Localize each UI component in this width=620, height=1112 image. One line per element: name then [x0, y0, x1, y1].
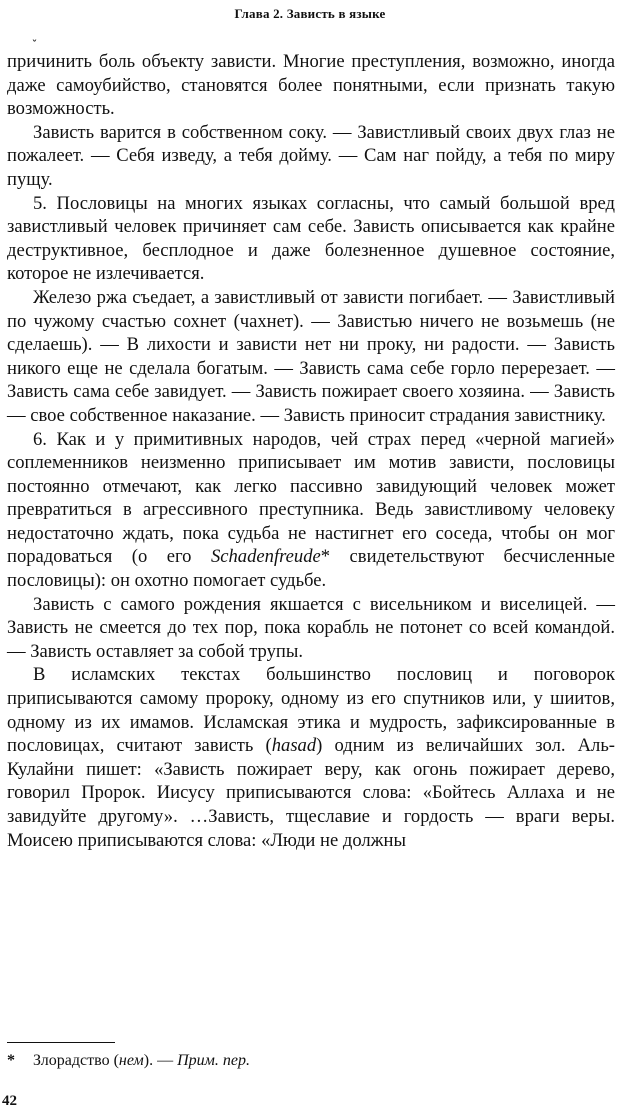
- footnote-text-before: Злорадство (: [33, 1052, 119, 1069]
- paragraph: [7, 428, 615, 593]
- paragraph-italic-run: Schadenfreude: [210, 546, 321, 568]
- paragraph: [7, 593, 615, 664]
- paragraph-text-run: Железо ржа съедает, а завистливый от зависти погибает. — Завистливый по чужому счастью сохнет (чахнет). — Завистью ничего не возьмешь (не сделаешь). — В лихости и зависти нет ни проку, ни радости. — Зависть никого еще не сделала богатым. — Зависть сама себе горло перерезает. — Зависть сама себе завидует. — Зависть пожирает своего хозяина. — Зависть — свое собственное наказание. — Зависть приносит страдания завистнику.: [7, 286, 615, 426]
- paragraph: [7, 286, 615, 428]
- paragraph-italic-run: hasad: [271, 735, 317, 757]
- paragraph-text-run: причинить боль объекту зависти. Многие преступления, возможно, иногда даже самоубийство, становятся более понятными, если признать такую возможность.: [7, 51, 615, 120]
- paragraph: [7, 192, 615, 286]
- paragraph-text-run: ) одним из величайших зол. Аль-Кулайни пишет: «Зависть пожирает веру, как огонь пожирает дерево, говорил Пророк. Иисусу приписываются слова: «Бойтесь Аллаха и не завидуйте другому». …Зависть, тщеславие и гордость — враги веры. Моисею приписываются слова: «Люди не должны: [7, 735, 615, 851]
- paragraph-text-run: 5. Пословицы на многих языках согласны, что самый большой вред завистливый человек причиняет сам себе. Зависть описывается как крайне деструктивное, бесплодное и даже болезненное душевное состояние, которое не излечивается.: [7, 192, 615, 285]
- footnote-text-italic-language: нем: [118, 1052, 144, 1069]
- paragraph: [7, 50, 615, 121]
- page-number: 42: [2, 1093, 17, 1109]
- paragraph-text-run: 6. Как и у примитивных народов, чей страх перед «черной магией» соплеменников неизменно приписывает им мотив зависти, пословицы постоянно отмечают, как легко пассивно завидующий человек может превратиться в агрессивного преступника. Ведь завистливому человеку недостаточно ждать, пока судьба не настигнет его соседа, чтобы он мог порадоваться (о его: [7, 428, 615, 568]
- footnote-mark: *: [7, 1052, 15, 1069]
- paragraph-text-run: Зависть с самого рождения якшается с висельником и виселицей. — Зависть не смеется до тех пор, пока корабль не потонет со всей командой. — Зависть оставляет за собой трупы.: [7, 593, 615, 662]
- paragraph-text-run: В исламских текстах большинство пословиц и поговорок приписываются самому пророку, одному из его спутников или, у шиитов, одному из их имамов. Исламская этика и мудрость, зафиксированные в пословицах, считают зависть (: [7, 664, 615, 757]
- body-text: [7, 50, 615, 852]
- paragraph-text-run: * свидетельствуют бесчисленные пословицы): он охотно помогает судьбе.: [7, 546, 616, 592]
- running-header: Глава 2. Зависть в языке: [234, 6, 386, 21]
- footnote-text-italic-note: Прим. пер.: [177, 1052, 250, 1069]
- footnote-divider: [7, 1042, 115, 1043]
- paragraph: [7, 121, 615, 192]
- footnote: [7, 1051, 607, 1071]
- stray-print-mark: ˇ: [32, 40, 37, 51]
- footnote-text-mid: ). —: [143, 1052, 178, 1069]
- paragraph: [7, 663, 615, 852]
- paragraph-text-run: Зависть варится в собственном соку. — Завистливый своих двух глаз не пожалеет. — Себя изведу, а тебя дойму. — Сам наг пойду, а тебя по миру пущу.: [7, 121, 615, 190]
